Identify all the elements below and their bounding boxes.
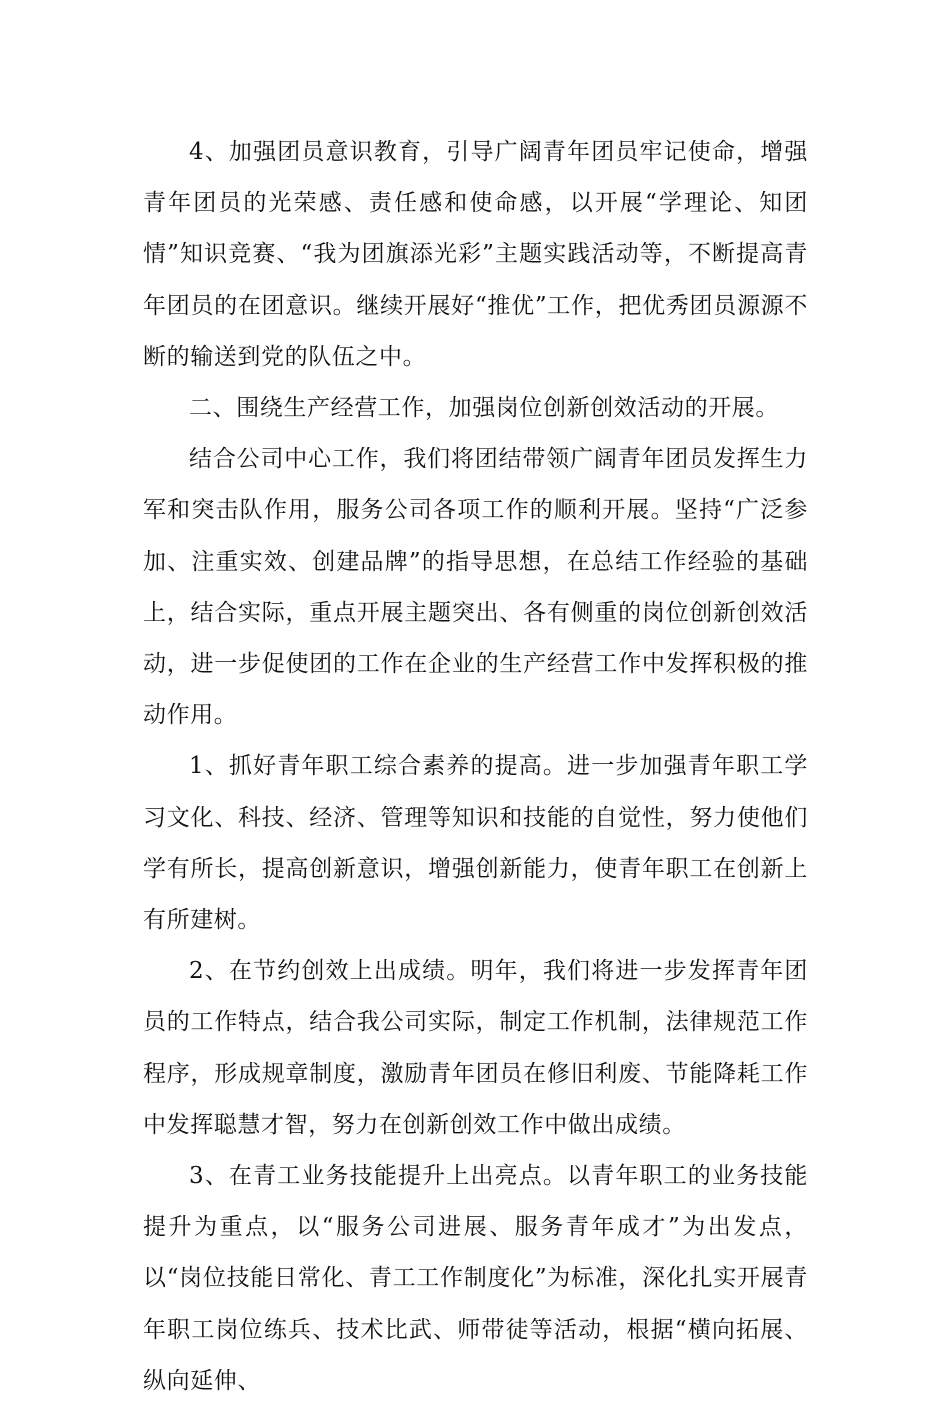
- section-heading-production-innovation: 二、围绕生产经营工作，加强岗位创新创效活动的开展。: [189, 395, 779, 422]
- paragraph-item-1-youth-quality: 1、抓好青年职工综合素养的提高。进一步加强青年职工学习文化、科技、经济、管理等知识和技能的自觉性，努力使他们学有所长，提高创新意识，增强创新能力，使青年职工在创新上有所建树。: [143, 753, 808, 934]
- paragraph-item-4-party-education: 4、加强团员意识教育，引导广阔青年团员牢记使命，增强青年团员的光荣感、责任感和使命感，以开展“学理论、知团情”知识竞赛、“我为团旗添光彩”主题实践活动等，不断提高青年团员的在团意识。继续开展好“推优”工作，把优秀团员源源不断的输送到党的队伍之中。: [143, 139, 808, 370]
- paragraph-company-center-work: 结合公司中心工作，我们将团结带领广阔青年团员发挥生力军和突击队作用，服务公司各项工作的顺利开展。坚持“广泛参加、注重实效、创建品牌”的指导思想，在总结工作经验的基础上，结合实际，重点开展主题突出、各有侧重的岗位创新创效活动，进一步促使团的工作在企业的生产经营工作中发挥积极的推动作用。: [143, 446, 808, 729]
- paragraph-item-3-skill-improvement: 3、在青工业务技能提升上出亮点。以青年职工的业务技能提升为重点，以“服务公司进展、服务青年成才”为出发点，以“岗位技能日常化、青工工作制度化”为标准，深化扎实开展青年职工岗位练兵、技术比武、师带徒等活动，根据“横向拓展、纵向延伸、: [143, 1163, 808, 1394]
- document-body: [143, 127, 808, 1407]
- paragraph-item-2-saving-efficiency: 2、在节约创效上出成绩。明年，我们将进一步发挥青年团员的工作特点，结合我公司实际，制定工作机制，法律规范工作程序，形成规章制度，激励青年团员在修旧利废、节能降耗工作中发挥聪慧才智，努力在创新创效工作中做出成绩。: [143, 958, 808, 1138]
